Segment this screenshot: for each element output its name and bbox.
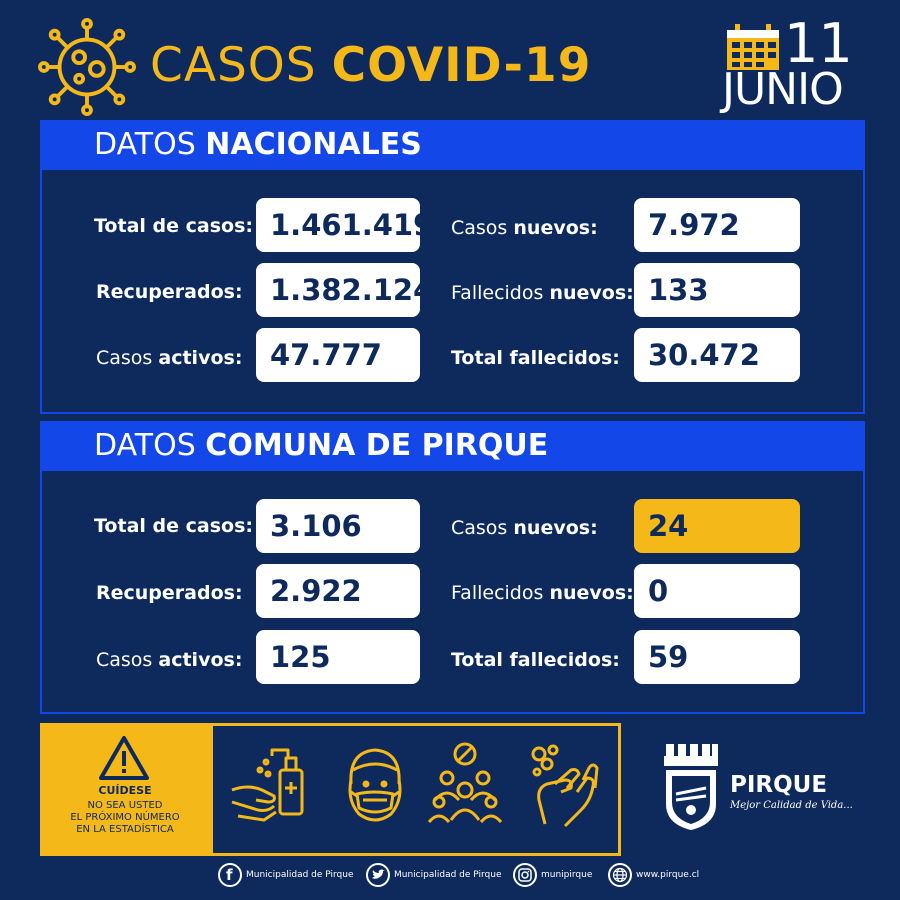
globe-icon[interactable] [608,863,632,887]
nacional-fallecidos-nuevos-value: 133 [634,263,800,317]
facebook-icon[interactable]: f [218,863,242,887]
twitter-icon[interactable] [366,863,390,887]
instagram-icon[interactable] [513,863,537,887]
warning-line-2: EL PRÓXIMO NÚMERO [70,812,180,823]
face-mask-icon [335,740,415,830]
comuna-activos-value: 125 [256,630,420,684]
virus-icon [38,18,136,116]
nacional-total-fallecidos-value: 30.472 [634,328,800,382]
nacional-total-casos-value: 1.461.419 [256,198,420,252]
footer-instagram-link[interactable]: munipirque [541,870,593,880]
comuna-fallecidos-nuevos-label: Fallecidos nuevos: [451,582,634,604]
nacional-total-casos-label: Total de casos: [94,215,253,237]
comuna-recuperados-label: Recuperados: [96,582,243,604]
nacional-title-thin: DATOS [94,127,196,162]
logo-tagline: Mejor Calidad de Vida... [730,800,853,811]
comuna-title-thin: DATOS [94,428,196,463]
nacional-nuevos-label: Casos nuevos: [451,217,598,239]
warning-title: CUÍDESE [98,784,152,797]
comuna-total-casos-label: Total de casos: [94,515,253,537]
hand-washing-icon [525,740,605,830]
comuna-total-fallecidos-label: Total fallecidos: [451,649,620,671]
comuna-nuevos-label: Casos nuevos: [451,517,598,539]
comuna-nuevos-value: 24 [634,499,800,553]
nacional-activos-label: Casos activos: [96,347,243,369]
hand-sanitizer-icon [228,740,308,830]
nacional-recuperados-label: Recuperados: [96,281,243,303]
nacional-title-bold: NACIONALES [205,127,422,162]
nacional-heading [40,120,865,170]
nacional-nuevos-value: 7.972 [634,198,800,252]
nacional-total-fallecidos-label: Total fallecidos: [451,347,620,369]
title-thin: CASOS [150,38,317,93]
title-bold: COVID-19 [331,38,592,93]
nacional-activos-value: 47.777 [256,328,420,382]
warning-line-1: NO SEA USTED [87,800,163,811]
comuna-recuperados-value: 2.922 [256,564,420,618]
no-crowds-icon [425,740,505,830]
date-day: 11 [784,12,853,75]
page-title [150,36,591,96]
footer-twitter-link[interactable]: Municipalidad de Pirque [394,870,502,880]
nacional-fallecidos-nuevos-label: Fallecidos nuevos: [451,282,634,304]
warning-triangle-icon [98,735,150,781]
comuna-title-bold: COMUNA DE PIRQUE [205,428,549,463]
comuna-total-fallecidos-value: 59 [634,630,800,684]
comuna-heading [40,421,865,471]
pirque-crest-logo [660,738,722,834]
warning-line-3: EN LA ESTADÍSTICA [76,824,174,835]
footer-facebook-link[interactable]: Municipalidad de Pirque [246,870,354,880]
comuna-activos-label: Casos activos: [96,649,243,671]
nacional-recuperados-value: 1.382.124 [256,263,420,317]
footer-web-link[interactable]: www.pirque.cl [636,870,700,880]
comuna-fallecidos-nuevos-value: 0 [634,564,800,618]
date-month: JUNIO [722,64,843,115]
comuna-total-casos-value: 3.106 [256,499,420,553]
logo-name: PIRQUE [730,772,828,798]
